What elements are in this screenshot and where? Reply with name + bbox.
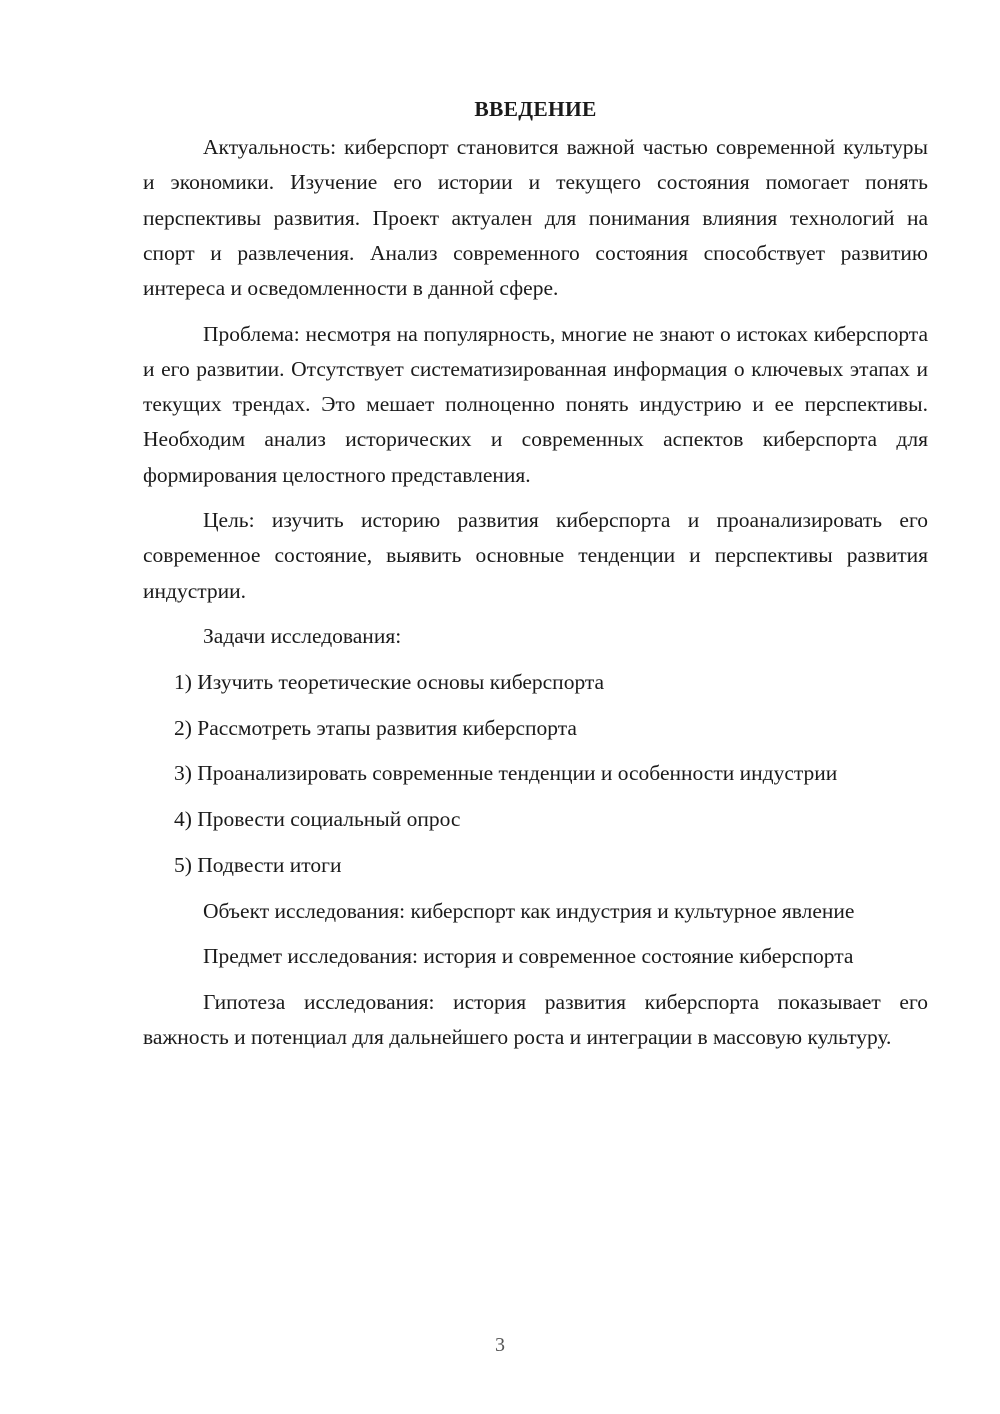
- task-item-4: 4) Провести социальный опрос: [174, 807, 461, 832]
- task-item-5: 5) Подвести итоги: [174, 852, 342, 877]
- tasks-heading: Задачи исследования:: [203, 624, 402, 649]
- page-number: 3: [495, 1334, 505, 1356]
- relevance-paragraph: Актуальность: киберспорт становится важной частью современной культуры и экономики. Изучение его истории и текущего состояния помогает понять перспективы развития. Проект актуален для понимания влияния технологий на спорт и развлечения. Анализ современного состояния способствует развитию интереса и осведомленности в данной сфере.: [143, 135, 928, 301]
- task-item-2: 2) Рассмотреть этапы развития киберспорта: [174, 715, 577, 740]
- problem-paragraph: Проблема: несмотря на популярность, многие не знают о истоках киберспорта и его развитии. Отсутствует систематизированная информация о ключевых этапах и текущих трендах. Это мешает полноценно понять индустрию и ее перспективы. Необходим анализ исторических и современных аспектов киберспорта для формирования целостного представления.: [143, 321, 928, 487]
- subject-paragraph: Предмет исследования: история и современное состояние киберспорта: [203, 944, 854, 969]
- hypothesis-paragraph: Гипотеза исследования: история развития киберспорта показывает его важность и потенциал для дальнейшего роста и интеграции в массовую культуру.: [143, 989, 928, 1050]
- task-item-1: 1) Изучить теоретические основы киберспорта: [174, 670, 605, 695]
- document-page: [143, 92, 928, 1066]
- goal-paragraph: Цель: изучить историю развития киберспорта и проанализировать его современное состояние, выявить основные тенденции и перспективы развития индустрии.: [143, 508, 928, 603]
- task-item-3: 3) Проанализировать современные тенденции и особенности индустрии: [174, 761, 838, 786]
- section-title: ВВЕДЕНИЕ: [474, 97, 597, 121]
- object-paragraph: Объект исследования: киберспорт как индустрия и культурное явление: [203, 898, 855, 923]
